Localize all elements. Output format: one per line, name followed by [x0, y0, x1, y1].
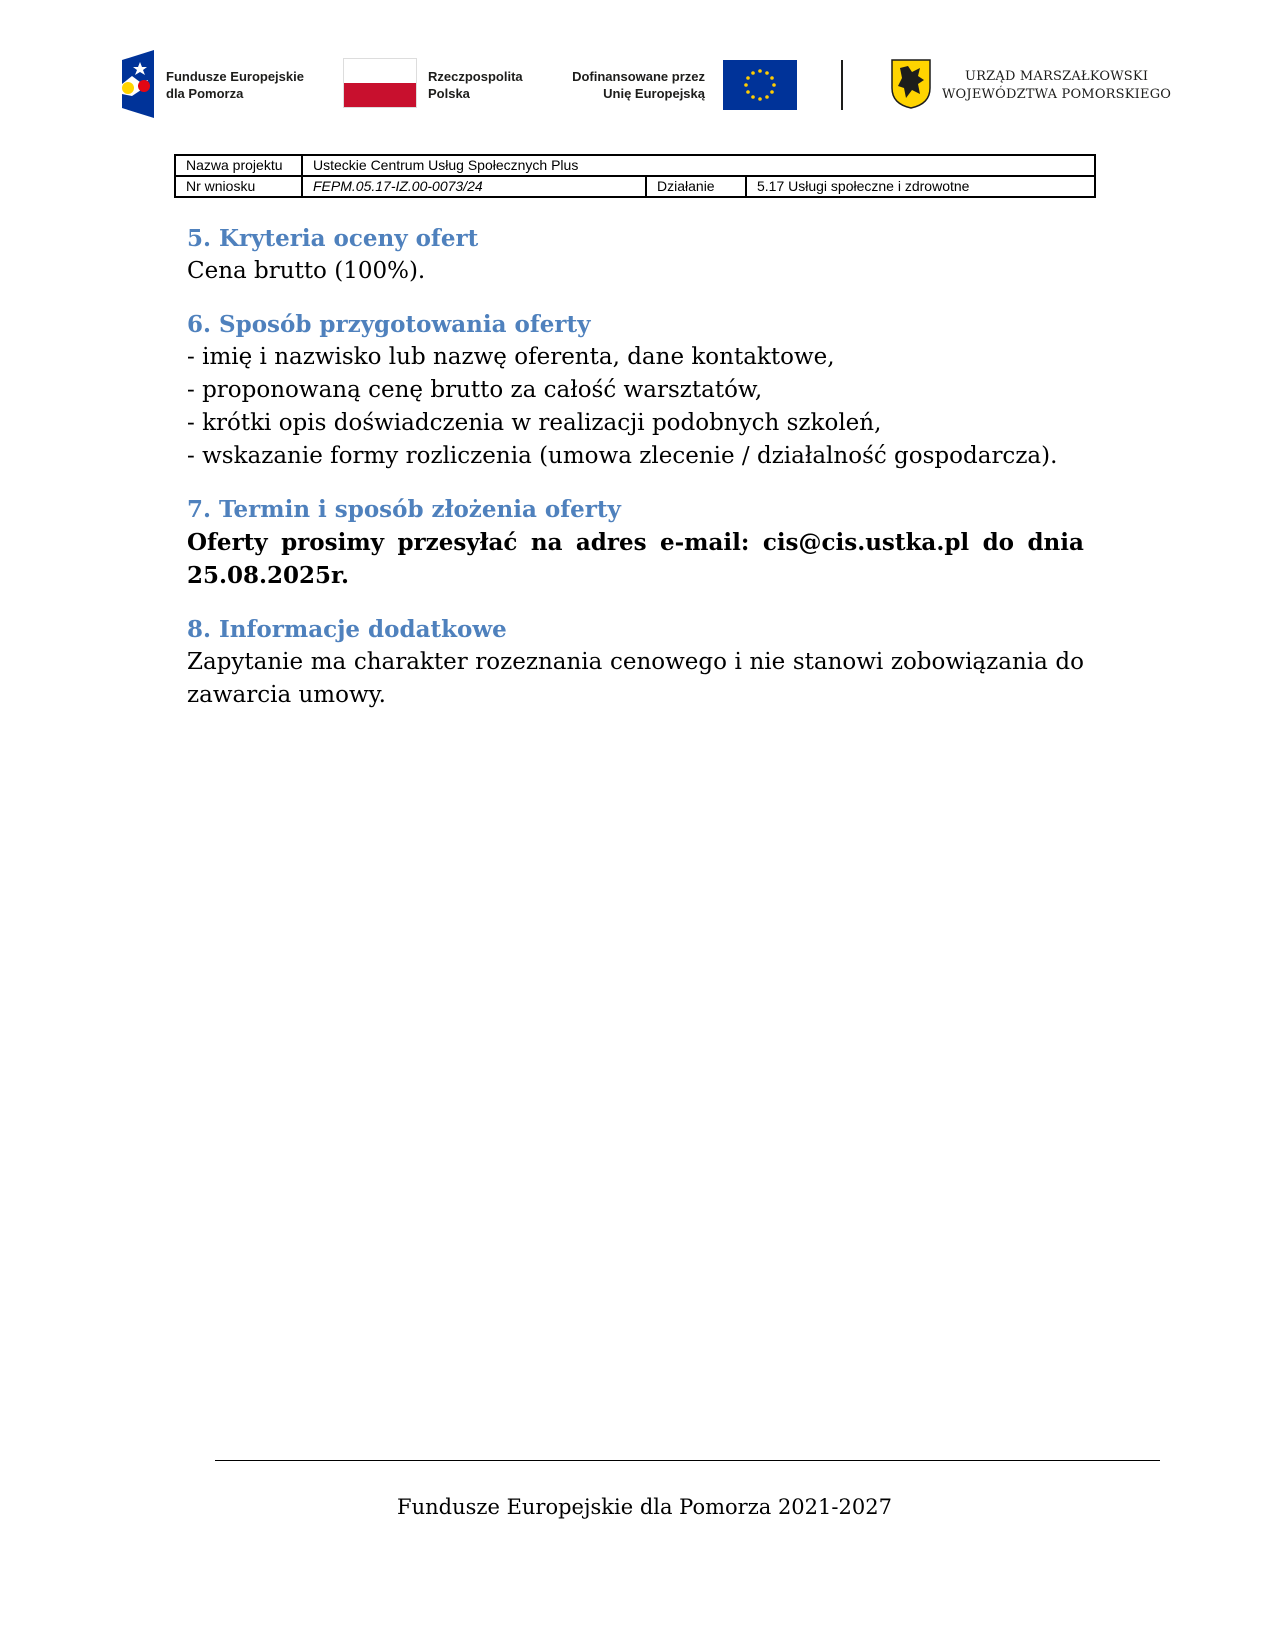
action-value: 5.17 Usługi społeczne i zdrowotne [746, 176, 1095, 197]
document-body [187, 222, 1084, 712]
table-row [175, 155, 1095, 176]
eu-logo-line1: Dofinansowane przez [572, 69, 705, 84]
section-8-line2: zawarcia umowy. [187, 682, 386, 708]
um-logo-text [942, 68, 1171, 104]
section-7-line1 [187, 526, 1084, 559]
list-item: - krótki opis doświadczenia w realizacji podobnych szkoleń, [187, 410, 882, 436]
project-info-table [174, 154, 1096, 198]
footer-divider [215, 1460, 1160, 1461]
pl-logo [343, 58, 543, 114]
fe-logo-line2: dla Pomorza [166, 86, 244, 101]
eu-flag-icon [723, 60, 797, 110]
list-item: - imię i nazwisko lub nazwę oferenta, dane kontaktowe, [187, 344, 835, 370]
list-item: - proponowaną cenę brutto za całość warsztatów, [187, 377, 763, 403]
um-logo [890, 58, 1170, 114]
pl-logo-text [428, 68, 523, 102]
section-8-line1-text: Zapytanie ma charakter rozeznania cenowego i nie stanowi zobowiązania do [187, 649, 1084, 675]
eu-logo-text [572, 68, 705, 102]
application-number-label: Nr wniosku [175, 176, 302, 197]
section-7-line2: 25.08.2025r. [187, 562, 350, 589]
griffin-crest-icon [890, 58, 932, 110]
action-label: Działanie [646, 176, 746, 197]
list-item: - wskazanie formy rozliczenia (umowa zlecenie / działalność gospodarcza). [187, 443, 1058, 469]
section-8-heading: 8. Informacje dodatkowe [187, 616, 507, 643]
project-name-value: Usteckie Centrum Usług Społecznych Plus [302, 155, 1095, 176]
section-5-heading: 5. Kryteria oceny ofert [187, 225, 479, 252]
section-7-line1-text: Oferty prosimy przesyłać na adres e-mail: cis@cis.ustka.pl do dnia [187, 529, 1084, 556]
polish-flag-icon [343, 58, 417, 108]
page-header [0, 0, 1275, 130]
project-name-label: Nazwa projektu [175, 155, 302, 176]
application-number-value: FEPM.05.17-IZ.00-0073/24 [302, 176, 646, 197]
section-6-heading: 6. Sposób przygotowania oferty [187, 311, 591, 338]
um-logo-line1: URZĄD MARSZAŁKOWSKI [964, 69, 1149, 84]
fe-logo-line1: Fundusze Europejskie [166, 69, 304, 84]
eu-logo [557, 60, 797, 112]
section-8-line1 [187, 646, 1084, 679]
table-row [175, 176, 1095, 197]
eu-logo-line2: Unię Europejską [603, 86, 705, 101]
section-7-heading: 7. Termin i sposób złożenia oferty [187, 496, 621, 523]
fe-logo-text [166, 68, 304, 102]
pl-logo-line2: Polska [428, 86, 470, 101]
fe-logo-icon [118, 50, 158, 118]
pl-logo-line1: Rzeczpospolita [428, 69, 523, 84]
fe-logo [118, 50, 318, 118]
header-divider [841, 60, 843, 110]
footer-text: Fundusze Europejskie dla Pomorza 2021-2027 [397, 1495, 892, 1519]
section-5-body: Cena brutto (100%). [187, 258, 426, 284]
um-logo-line2: WOJEWÓDZTWA POMORSKIEGO [942, 87, 1172, 102]
